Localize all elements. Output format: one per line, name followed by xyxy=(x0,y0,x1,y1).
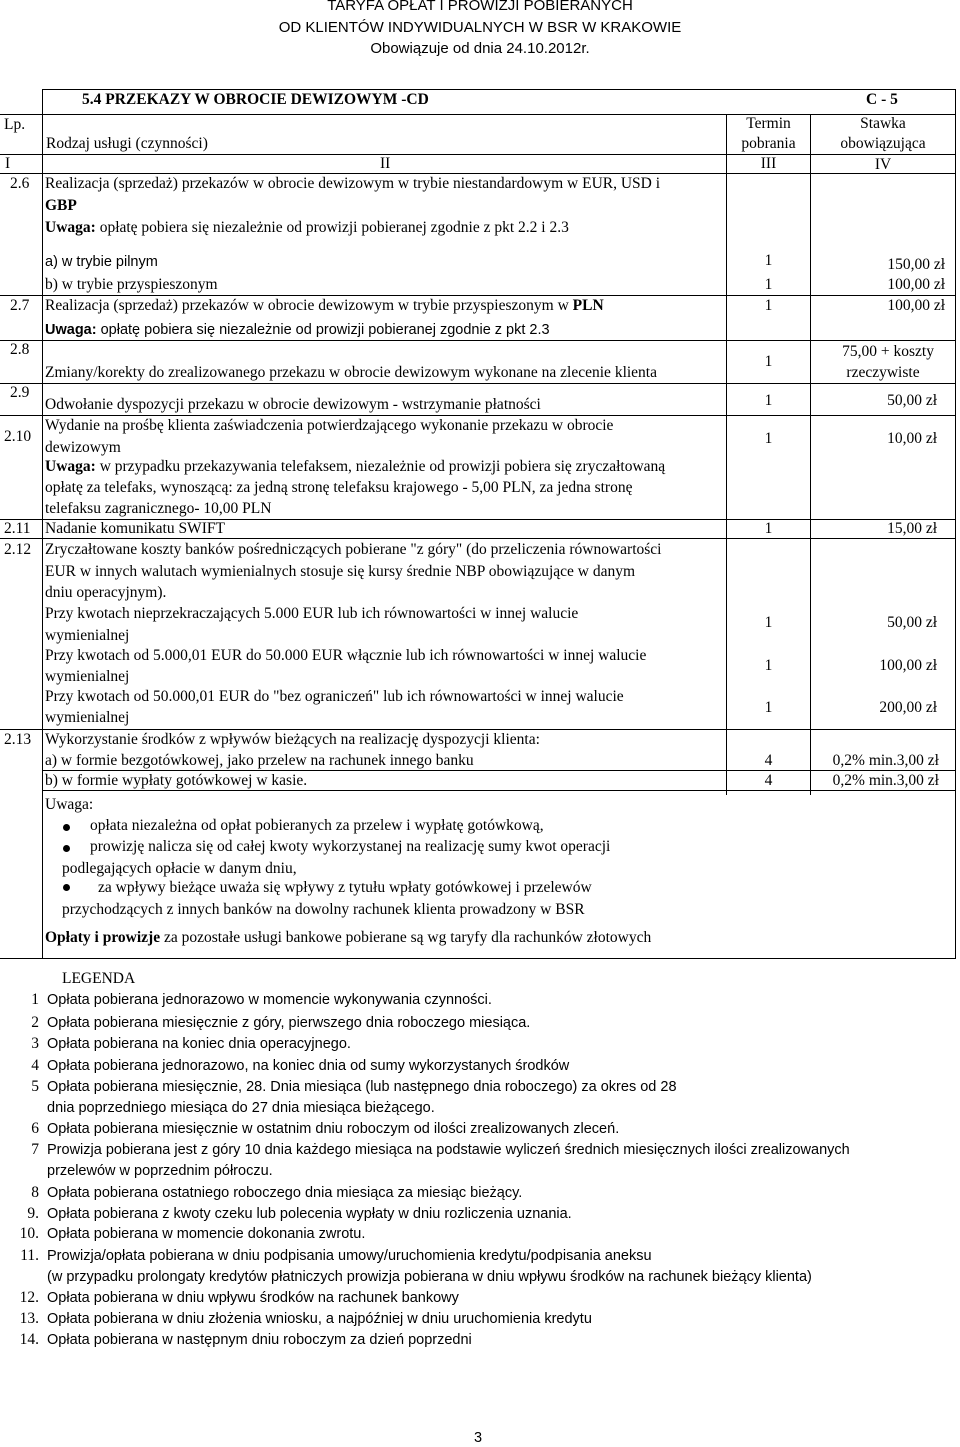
legend-item-text: Opłata pobierana jednorazowo, na koniec dnia od sumy wykorzystanych środków xyxy=(47,1058,570,1074)
row-2-13-bullet-1: opłata niezależna od opłat pobieranych za przelew i wypłatę gotówkową, xyxy=(90,817,544,834)
legend-item-number: 7 xyxy=(31,1141,39,1158)
legend-item-text: Opłata pobierana w dniu złożenia wniosku, a najpóźniej w dniu uruchomienia kredytu xyxy=(47,1311,592,1327)
row-2-7-term: 1 xyxy=(764,297,773,314)
row-2-12-b-line-1: Przy kwotach od 5.000,01 EUR do 50.000 EUR włącznie lub ich równowartości w innej walucie xyxy=(45,647,647,664)
row-2-6-term-b: 1 xyxy=(764,276,773,293)
row-2-12-b-rate: 100,00 zł xyxy=(879,657,937,674)
row-2-11-text: Nadanie komunikatu SWIFT xyxy=(45,520,225,537)
column-number-i: I xyxy=(5,155,11,172)
bullet-icon xyxy=(63,884,70,891)
row-2-12-a-rate: 50,00 zł xyxy=(887,614,937,631)
legend-item-text: Prowizja/opłata pobierana w dniu podpisania umowy/uruchomienia kredytu/podpisania aneksu xyxy=(47,1248,652,1264)
document-header-line-2: OD KLIENTÓW INDYWIDUALNYCH W BSR W KRAKOWIE xyxy=(278,19,682,36)
legend-item-number: 12. xyxy=(19,1289,39,1306)
row-2-12-a-line-2: wymienialnej xyxy=(45,627,130,644)
row-2-10-line-1: Wydanie na prośbę klienta zaświadczenia potwierdzającego wykonanie przekazu w obrocie xyxy=(45,417,614,434)
column-header-rate-line-2: obowiązująca xyxy=(840,135,926,152)
legend-item-text: Opłata pobierana miesięcznie w ostatnim dniu roboczym od ilości zrealizowanych zleceń. xyxy=(47,1121,620,1137)
legend-item-number: 8 xyxy=(31,1184,39,1201)
legend-item-number: 9. xyxy=(27,1205,39,1222)
row-2-7-text: Realizacja (sprzedaż) przekazów w obrocie dewizowym w trybie przyspieszonym w PLN xyxy=(45,297,604,314)
legend-item-number: 4 xyxy=(31,1057,39,1074)
page-number: 3 xyxy=(474,1430,483,1446)
row-2-9-term: 1 xyxy=(764,392,773,409)
row-2-8-rate-line-1: 75,00 + koszty xyxy=(842,343,934,360)
legend-item-text-continued: (w przypadku prolongaty kredytów płatniczych prowizja pobierana w dniu wpływu środków na rachunek bieżący klienta) xyxy=(47,1269,812,1285)
row-2-13-rate-a: 0,2% min.3,00 zł xyxy=(832,752,939,769)
document-header-line-1: TARYFA OPŁAT I PROWIZJI POBIERANYCH xyxy=(327,0,633,14)
row-2-6-lp: 2.6 xyxy=(10,175,30,192)
row-2-12-line-2: EUR w innych walutach wymienialnych stosuje się kursy średnie NBP obowiązujące w danym xyxy=(45,563,636,580)
column-header-term-line-1: Termin xyxy=(746,115,791,132)
row-2-13-bullet-3-line-1: za wpływy bieżące uważa się wpływy z tytułu wpłaty gotówkowej i przelewów xyxy=(98,879,592,896)
legend-item-text: Opłata pobierana z kwoty czeku lub polecenia wypłaty w dniu rozliczenia uznania. xyxy=(47,1206,572,1222)
column-number-ii: II xyxy=(380,155,391,172)
legend-title: LEGENDA xyxy=(62,970,136,987)
section-code: C - 5 xyxy=(866,91,898,108)
row-2-9-rate: 50,00 zł xyxy=(887,392,937,409)
row-2-13-note-title: Uwaga: xyxy=(45,796,94,813)
legend-item-number: 2 xyxy=(31,1014,39,1031)
row-2-12-line-1: Zryczałtowane koszty banków pośredniczących pobierane "z góry" (do przeliczenia równowartości xyxy=(45,541,662,558)
row-2-12-a-term: 1 xyxy=(764,614,773,631)
row-2-13-sub-b: b) w formie wypłaty gotówkowej w kasie. xyxy=(45,772,308,789)
legend-item-text: Opłata pobierana ostatniego roboczego dnia miesiąca za miesiąc bieżący. xyxy=(47,1185,523,1201)
row-2-11-rate: 15,00 zł xyxy=(887,520,937,537)
row-2-7-rate: 100,00 zł xyxy=(887,297,945,314)
row-2-11-lp: 2.11 xyxy=(4,520,31,537)
row-2-11-term: 1 xyxy=(764,520,773,537)
row-2-13-sub-a: a) w formie bezgotówkowej, jako przelew na rachunek innego banku xyxy=(45,752,474,769)
row-2-8-text: Zmiany/korekty do zrealizowanego przekazu w obrocie dewizowym wykonane na zlecenie klienta xyxy=(45,364,657,381)
row-2-9-text: Odwołanie dyspozycji przekazu w obrocie dewizowym - wstrzymanie płatności xyxy=(45,396,541,413)
row-2-10-note-line-1: Uwaga: w przypadku przekazywania telefaksem, niezależnie od prowizji pobiera się zryczałtowaną xyxy=(45,458,666,475)
row-2-6-note: Uwaga: opłatę pobiera się niezależnie od prowizji pobieranej zgodnie z pkt 2.2 i 2.3 xyxy=(45,219,569,236)
row-2-13-term-b: 4 xyxy=(764,772,773,789)
row-2-7-lp: 2.7 xyxy=(10,297,30,314)
row-2-10-note-line-3: telefaksu zagranicznego- 10,00 PLN xyxy=(45,500,272,517)
column-number-iii: III xyxy=(760,155,777,172)
row-2-12-b-line-2: wymienialnej xyxy=(45,668,130,685)
row-2-10-note-line-2: opłatę za telefaks, wynoszącą: za jedną stronę telefaksu krajowego - 5,00 PLN, za jedna stronę xyxy=(45,479,633,496)
legend-item-number: 3 xyxy=(31,1035,39,1052)
legend-item-number: 6 xyxy=(31,1120,39,1137)
row-2-13-text: Wykorzystanie środków z wpływów bieżących na realizację dyspozycji klienta: xyxy=(45,731,540,748)
legend-item-text: Opłata pobierana miesięcznie, 28. Dnia miesiąca (lub następnego dnia roboczego) za okres od 28 xyxy=(47,1079,677,1095)
row-2-13-bullet-2-line-2: podlegających opłacie w danym dniu, xyxy=(62,860,297,877)
row-2-13-rate-b: 0,2% min.3,00 zł xyxy=(832,772,939,789)
row-2-13-bullet-3-line-2: przychodzących z innych banków na dowolny rachunek klienta prowadzony w BSR xyxy=(62,901,585,918)
row-2-7-note: Uwaga: opłatę pobiera się niezależnie od prowizji pobieranej zgodnie z pkt 2.3 xyxy=(45,322,550,338)
row-2-6-sub-a: a) w trybie pilnym xyxy=(45,254,158,270)
row-2-12-c-line-1: Przy kwotach od 50.000,01 EUR do "bez ograniczeń" lub ich równowartości w innej walucie xyxy=(45,688,624,705)
row-2-12-c-term: 1 xyxy=(764,699,773,716)
row-2-6-rate-b: 100,00 zł xyxy=(887,276,945,293)
column-header-term-line-2: pobrania xyxy=(741,135,796,152)
document-header-line-3: Obowiązuje od dnia 24.10.2012r. xyxy=(370,40,590,57)
column-number-iv: IV xyxy=(874,156,892,173)
row-2-8-rate-line-2: rzeczywiste xyxy=(846,364,920,381)
legend-item-number: 10. xyxy=(19,1225,39,1242)
row-2-13-term-a: 4 xyxy=(764,752,773,769)
row-2-12-a-line-1: Przy kwotach nieprzekraczających 5.000 EUR lub ich równowartości w innej walucie xyxy=(45,605,579,622)
row-2-8-term: 1 xyxy=(764,353,773,370)
bullet-icon xyxy=(63,845,70,852)
row-2-13-lp: 2.13 xyxy=(4,731,32,748)
row-2-6-line-2: GBP xyxy=(45,197,77,214)
legend-item-number: 13. xyxy=(19,1310,39,1327)
legend-item-number: 1 xyxy=(31,991,39,1008)
legend-item-text: Opłata pobierana w następnym dniu roboczym za dzień poprzedni xyxy=(47,1332,472,1348)
row-2-6-line-1: Realizacja (sprzedaż) przekazów w obrocie dewizowym w trybie niestandardowym w EUR, USD i xyxy=(45,175,661,192)
legend-item-text: Opłata pobierana na koniec dnia operacyjnego. xyxy=(47,1036,351,1052)
column-header-lp: Lp. xyxy=(4,116,26,133)
legend-item-number: 5 xyxy=(31,1078,39,1095)
legend-item-text-continued: przelewów w poprzednim półroczu. xyxy=(47,1163,273,1179)
footer-note: Opłaty i prowizje za pozostałe usługi bankowe pobierane są wg taryfy dla rachunków złotowych xyxy=(45,929,652,946)
row-2-12-lp: 2.12 xyxy=(4,541,32,558)
legend-item-number: 14. xyxy=(19,1331,39,1348)
legend-item-text: Opłata pobierana miesięcznie z góry, pierwszego dnia roboczego miesiąca. xyxy=(47,1015,531,1031)
row-2-6-term-a: 1 xyxy=(764,252,773,269)
bullet-icon xyxy=(63,824,70,831)
row-2-13-bullet-2-line-1: prowizję nalicza się od całej kwoty wykorzystanej na realizację sumy kwot operacji xyxy=(90,838,611,855)
row-2-10-term: 1 xyxy=(764,430,773,447)
row-2-12-c-line-2: wymienialnej xyxy=(45,709,130,726)
legend-item-text: Opłata pobierana w dniu wpływu środków na rachunek bankowy xyxy=(47,1290,459,1306)
row-2-10-rate: 10,00 zł xyxy=(887,430,937,447)
legend-item-text-continued: dnia poprzedniego miesiąca do 27 dnia miesiąca bieżącego. xyxy=(47,1100,435,1116)
legend-item-number: 11. xyxy=(20,1247,39,1264)
row-2-12-line-3: dniu operacyjnym). xyxy=(45,584,167,601)
legend-item-text: Prowizja pobierana jest z góry 10 dnia każdego miesiąca na podstawie wyliczeń średnich miesięcznych ilości zrealizowanych xyxy=(47,1142,850,1158)
column-header-service: Rodzaj usługi (czynności) xyxy=(46,135,208,152)
row-2-6-sub-b: b) w trybie przyspieszonym xyxy=(45,276,218,293)
row-2-10-lp: 2.10 xyxy=(4,428,32,445)
section-title: 5.4 PRZEKAZY W OBROCIE DEWIZOWYM -CD xyxy=(82,91,429,108)
legend-item-text: Opłata pobierana jednorazowo w momencie wykonywania czynności. xyxy=(47,992,492,1008)
row-2-6-rate-a: 150,00 zł xyxy=(887,256,945,273)
row-2-9-lp: 2.9 xyxy=(10,384,30,401)
column-header-rate-line-1: Stawka xyxy=(860,115,906,132)
row-2-12-c-rate: 200,00 zł xyxy=(879,699,937,716)
row-2-10-line-2: dewizowym xyxy=(45,439,121,456)
legend-item-text: Opłata pobierana w momencie dokonania zwrotu. xyxy=(47,1226,366,1242)
row-2-12-b-term: 1 xyxy=(764,657,773,674)
row-2-8-lp: 2.8 xyxy=(10,341,30,358)
